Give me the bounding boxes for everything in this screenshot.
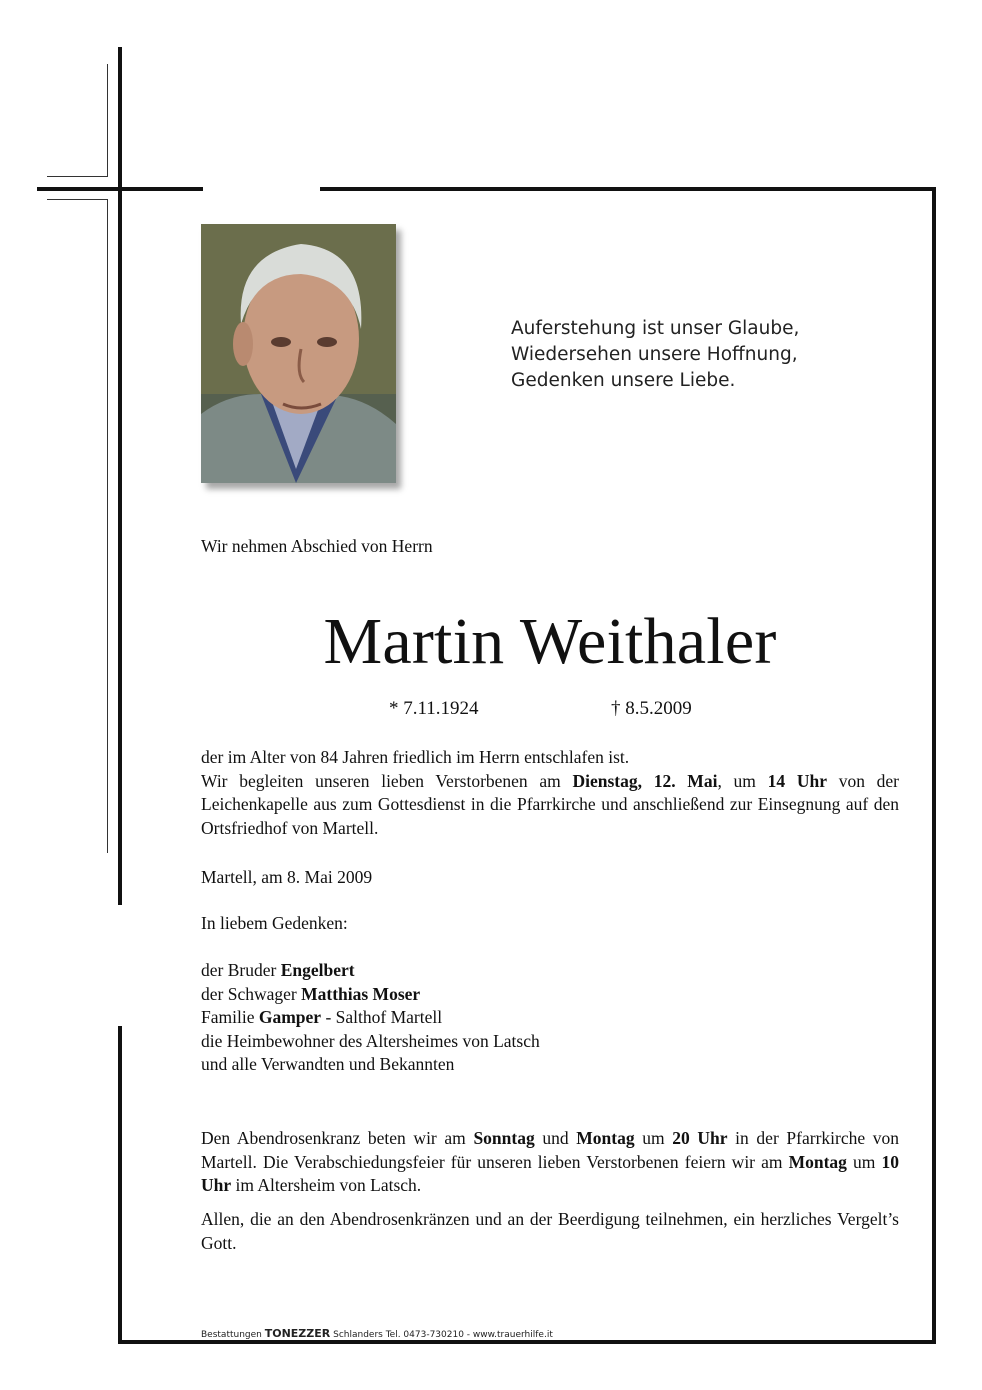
mourner-prefix: Familie — [201, 1007, 259, 1027]
rosary-time: 20 Uhr — [672, 1128, 728, 1148]
mourner-item — [201, 1030, 540, 1054]
rosary-day-2: Montag — [576, 1128, 635, 1148]
mourner-prefix: der Bruder — [201, 960, 281, 980]
funeral-day: Dienstag, 12. Mai — [572, 770, 718, 791]
frame-left-lower-border — [118, 1026, 122, 1344]
funeral-details — [201, 770, 899, 841]
cross-lower-left-line — [47, 199, 108, 200]
funeral-text-a: Wir begleiten unseren lieben Verstorbenen am — [201, 770, 573, 791]
rosary-text-i: um — [846, 1151, 882, 1172]
birth-date: * 7.11.1924 — [389, 698, 479, 719]
rosary-paragraph — [201, 1127, 899, 1198]
announcement-line-1: der im Alter von 84 Jahren friedlich im Herrn entschlafen ist. — [201, 747, 630, 767]
rosary-text-a: Den Abendrosenkranz beten wir am — [201, 1128, 474, 1148]
mourner-prefix: der Schwager — [201, 983, 302, 1004]
frame-top-border — [320, 187, 936, 191]
mourner-name: Engelbert — [280, 960, 355, 980]
motto-line-3: Gedenken unsere Liebe. — [511, 370, 736, 391]
motto-line-2: Wiedersehen unsere Hoffnung, — [511, 344, 798, 365]
funeral-text-c: von der Leichenkapelle aus zum Gottesdienst in die Pfarrkirche und anschließend zur Einsegnung auf den Ortsfriedhof von Martell. — [201, 770, 900, 838]
mourner-name: Matthias Moser — [301, 983, 421, 1004]
deceased-name: Martin Weithaler — [323, 605, 777, 678]
mourner-suffix: - Salthof Martell — [321, 1007, 443, 1027]
cross-vertical-bar — [118, 47, 122, 905]
frame-right-border — [932, 187, 936, 1344]
portrait-photo — [201, 224, 396, 483]
motto-verse — [511, 316, 799, 394]
mourner-item — [201, 1053, 540, 1077]
rosary-text-c: und — [534, 1128, 577, 1148]
mourners-list — [201, 959, 540, 1077]
mourner-item — [201, 983, 540, 1007]
thanks-paragraph: Allen, die an den Abendrosenkränzen und an der Beerdigung teilnehmen, ein herzliches Vergelt’s Gott. — [201, 1209, 899, 1253]
funeral-home-footer — [201, 1327, 553, 1340]
cross-horizontal-bar — [37, 187, 203, 191]
announcement-paragraph — [201, 746, 899, 840]
footer-prefix: Bestattungen — [201, 1330, 265, 1340]
cross-upper-vertical-line — [107, 64, 108, 177]
footer-contact: Schlanders Tel. 0473-730210 - www.trauerhilfe.it — [330, 1330, 553, 1340]
mourner-item — [201, 959, 540, 983]
mourner-prefix: und alle Verwandten und Bekannten — [201, 1054, 455, 1074]
rosary-text-k: im Altersheim von Latsch. — [231, 1175, 422, 1195]
rosary-text-g: in der Pfarrkirche von Martell. Die Verabschiedungsfeier für unseren lieben Verstorbenen feiern wir am — [201, 1128, 900, 1172]
farewell-time: 10 Uhr — [201, 1151, 899, 1195]
rosary-text-e: um — [634, 1128, 673, 1148]
funeral-time: 14 Uhr — [767, 770, 827, 791]
mourner-name: Gamper — [258, 1007, 322, 1027]
cross-lower-vertical-line — [107, 199, 108, 853]
mourner-item — [201, 1006, 540, 1030]
place-date: Martell, am 8. Mai 2009 — [201, 867, 373, 887]
motto-line-1: Auferstehung ist unser Glaube, — [511, 318, 800, 339]
footer-company: TONEZZER — [264, 1327, 331, 1340]
portrait-illustration — [201, 224, 396, 483]
death-date: † 8.5.2009 — [611, 698, 692, 719]
memory-heading: In liebem Gedenken: — [201, 913, 348, 933]
cross-upper-left-line — [47, 176, 108, 177]
intro-text: Wir nehmen Abschied von Herrn — [201, 536, 433, 556]
funeral-text-b: , um — [717, 770, 768, 791]
farewell-day: Montag — [788, 1151, 847, 1172]
mourner-prefix: die Heimbewohner des Altersheimes von Latsch — [201, 1030, 540, 1051]
rosary-day-1: Sonntag — [473, 1128, 535, 1148]
frame-bottom-border — [118, 1340, 936, 1344]
